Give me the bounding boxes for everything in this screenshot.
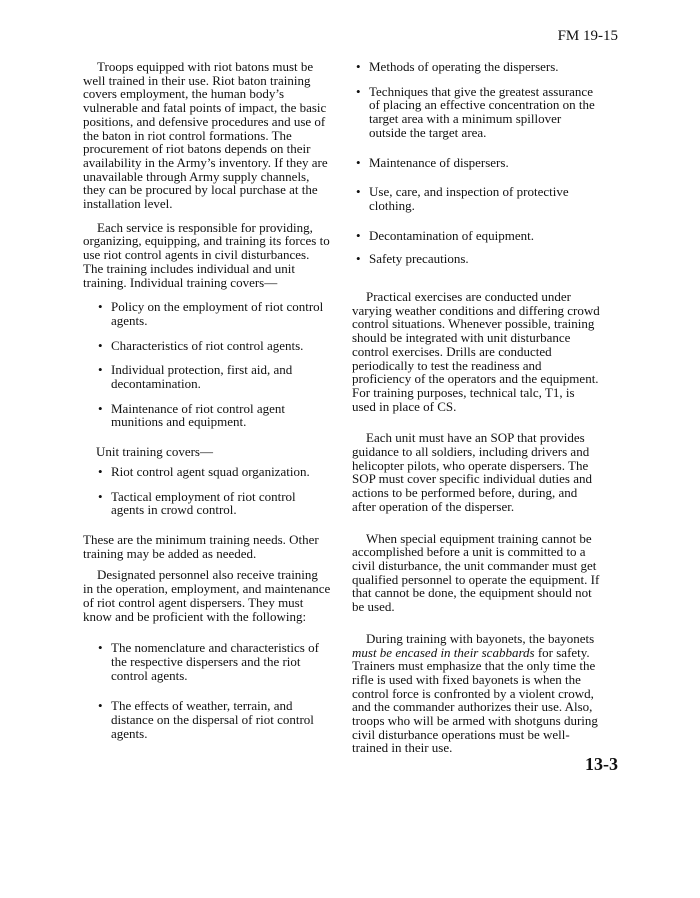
- paragraph-minimum-needs: These are the minimum training needs. Other training may be added as needed.: [83, 531, 319, 561]
- list-item: • Techniques that give the greatest assurance of placing an effective concentration on the target area with a minimum spillover outside the target area.: [352, 85, 600, 140]
- list-item: • The effects of weather, terrain, and distance on the dispersal of riot control agents.: [83, 699, 331, 740]
- right-column: [352, 60, 600, 755]
- unit-training-list: [83, 465, 331, 517]
- list-item: • Use, care, and inspection of protective clothing.: [352, 185, 600, 212]
- paragraph-practical-exercises: Practical exercises are conducted under varying weather conditions and differing crowd control situations. Whenever possible, training should be integrated with unit disturbance control exercises. Drills are conducted periodically to test the readiness and proficiency of the operators and the equipment. For training purposes, technical talc, T1, is used in place of CS.: [352, 289, 600, 414]
- paragraph-designated-personnel: Designated personnel also receive training in the operation, employment, and maintenance of riot control agent dispersers. They must know and be proficient with the following:: [83, 567, 331, 624]
- paragraph-riot-batons: Troops equipped with riot batons must be well trained in their use. Riot baton training covers employment, the human body’s vulnerable and fatal points of impact, the basic positions, and defensive procedures and use of the baton in riot control formations. The procurement of riot batons depends on their availability in the Army’s inventory. If they are unavailable through Army supply channels, they can be procured by local purchase at the installation level.: [83, 59, 328, 212]
- bayonet-text-start: During training with bayonets, the bayonets: [366, 630, 595, 646]
- list-item: • Safety precautions.: [352, 252, 600, 266]
- designated-training-list: [83, 641, 331, 740]
- list-item: • Maintenance of riot control agent munitions and equipment.: [83, 402, 331, 429]
- bayonet-text-end: for safety. Trainers must emphasize that the only time the rifle is used with fixed bayonets is when the control force is confronted by a violent crowd, and the commander authorizes their use. Also, troops who will be armed with shotguns during civil disturbance operations must be well-trained in their use.: [352, 644, 598, 756]
- list-item: • Individual protection, first aid, and decontamination.: [83, 363, 331, 390]
- page-number: 13-3: [585, 754, 618, 774]
- page-header: FM 19-15: [557, 28, 618, 44]
- paragraph-service-responsibility: Each service is responsible for providing, organizing, equipping, and training its forces to use riot control agents in civil disturbances. The training includes individual and unit training. Individual training covers—: [83, 219, 330, 290]
- list-item: • Tactical employment of riot control agents in crowd control.: [83, 490, 331, 517]
- paragraph-special-equipment: When special equipment training cannot be accomplished before a unit is committed to a civil disturbance, the unit commander must get qualified personnel to operate the equipment. If that cannot be done, the equipment should not be used.: [352, 530, 600, 615]
- disperser-training-list: [352, 60, 600, 266]
- list-item: • Decontamination of equipment.: [352, 229, 600, 243]
- paragraph-unit-sop: Each unit must have an SOP that provides guidance to all soldiers, including drivers and helicopter pilots, who operate dispersers. The SOP must cover specific individual duties and actions to be performed before, during, and after operation of the disperser.: [352, 430, 592, 514]
- list-item: • Maintenance of dispersers.: [352, 156, 600, 170]
- bayonet-text-emphasis: must be encased in their scabbards: [352, 644, 535, 660]
- list-item: • The nomenclature and characteristics of the respective dispersers and the riot control agents.: [83, 641, 331, 682]
- list-item: • Riot control agent squad organization.: [83, 465, 331, 479]
- list-item: • Policy on the employment of riot control agents.: [83, 300, 331, 327]
- left-column: [83, 60, 331, 740]
- individual-training-list: [83, 300, 331, 429]
- paragraph-bayonet-training: [352, 632, 600, 755]
- list-item: • Methods of operating the dispersers.: [352, 60, 600, 74]
- list-item: • Characteristics of riot control agents.: [83, 339, 331, 353]
- unit-training-intro: Unit training covers—: [96, 444, 213, 460]
